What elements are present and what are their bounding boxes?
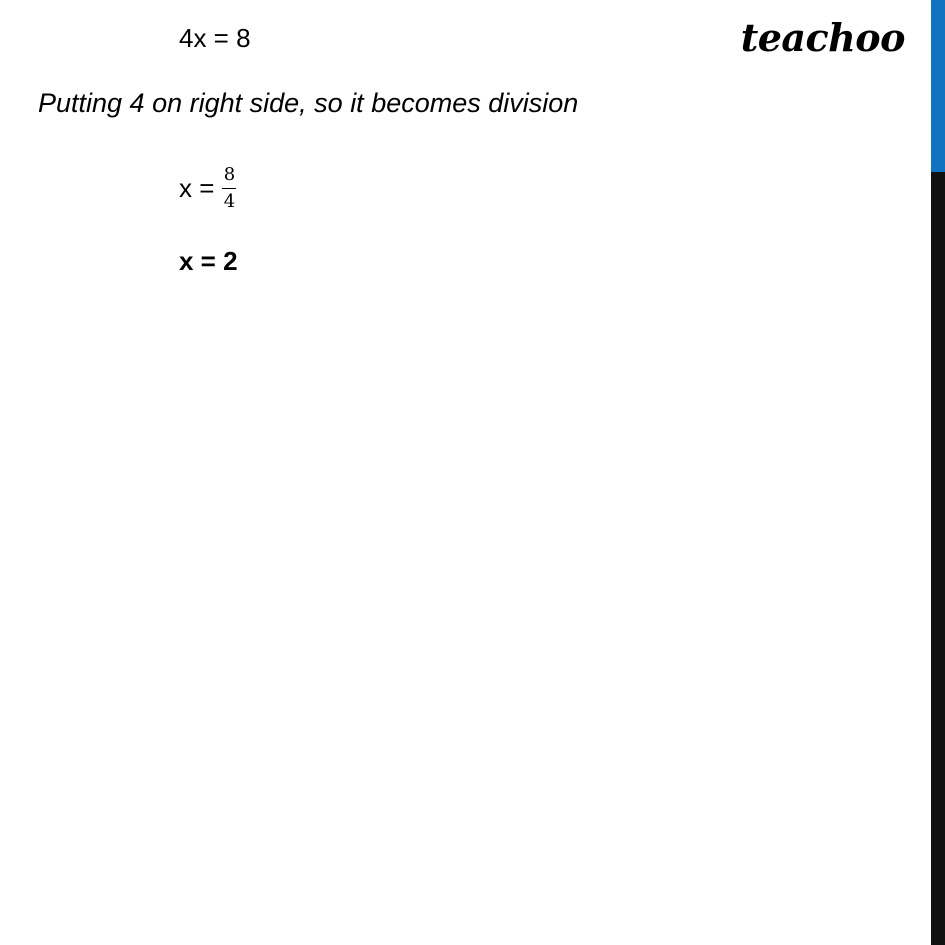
fraction [222,164,236,213]
fraction-numerator: 8 [223,163,236,185]
fraction-denominator: 4 [223,190,236,212]
teachoo-logo: teachoo [740,15,905,60]
right-edge-accent [931,0,945,172]
explanation-note: Putting 4 on right side, so it becomes division [38,88,579,118]
equation-result: x = 2 [179,246,238,276]
equation-step-1: 4x = 8 [179,23,251,53]
equation-lhs: x = [179,173,215,203]
fraction-bar [222,188,236,189]
equation-step-2 [179,158,236,218]
